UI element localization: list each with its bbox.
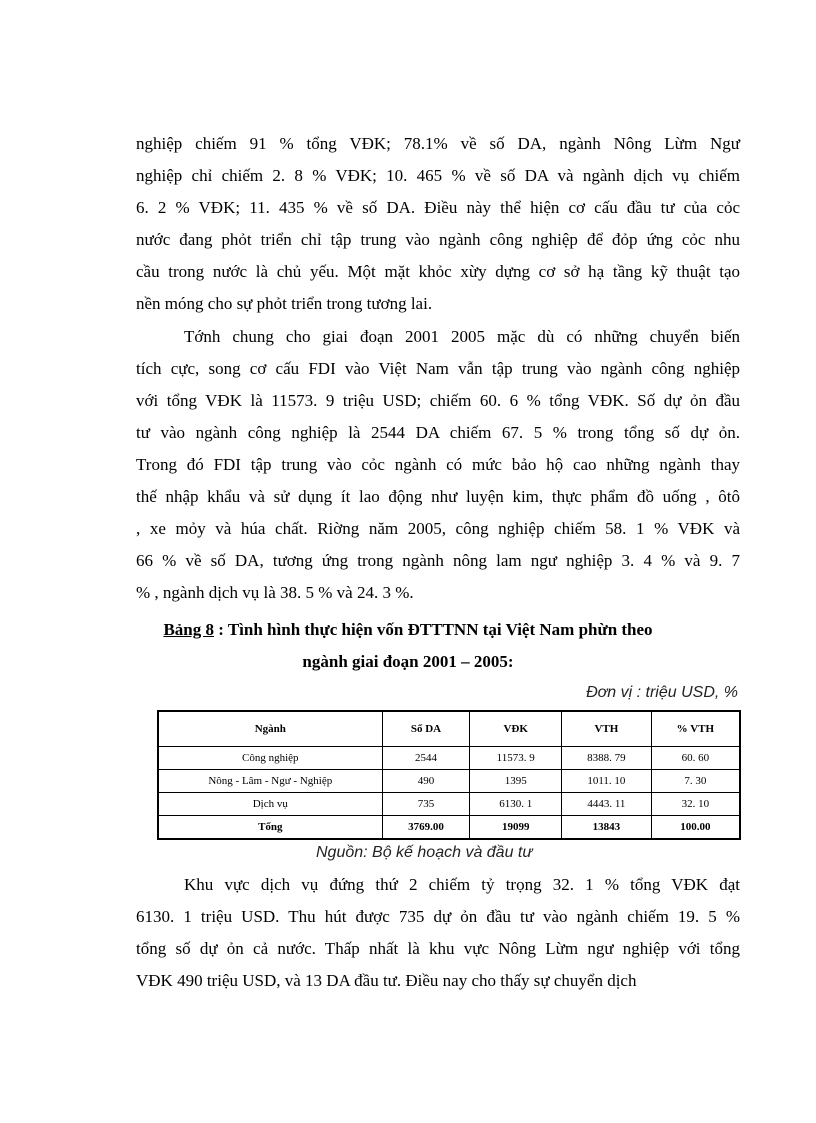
paragraph-1-line: 6. 2 % VĐK; 11. 435 % về số DA. Điều này thể hiện cơ cấu đầu tư của cỏc	[136, 198, 740, 217]
paragraph-2-line: thế nhập khẩu và sử dụng ít lao động như luyện kim, thực phẩm đồ uống , ôtô	[136, 487, 740, 506]
table-cell: 13843	[562, 816, 652, 840]
table-row	[158, 793, 740, 816]
paragraph-2-line: tư vào ngành công nghiệp là 2544 DA chiếm 67. 5 % trong tổng số dự ỏn.	[136, 423, 740, 442]
paragraph-3-line: VĐK 490 triệu USD, và 13 DA đầu tư. Điều nay cho thấy sự chuyển dịch	[136, 971, 637, 990]
table-row	[158, 747, 740, 770]
header-cell-registered-capital: VĐK	[470, 711, 562, 747]
paragraph-1-line: nước đang phỏt triển chỉ tập trung vào ngành công nghiệp để đỏp ứng cỏc nhu	[136, 230, 740, 249]
table-cell: 735	[382, 793, 470, 816]
paragraph-2-line: tích cực, song cơ cấu FDI vào Việt Nam vẫn tập trung vào ngành công nghiệp	[136, 359, 740, 378]
table-title	[100, 620, 716, 640]
paragraph-3-line: tổng số dự ỏn cả nước. Thấp nhất là khu vực Nông Lừm ngư nghiệp với tổng	[136, 939, 740, 958]
paragraph-2-line: , xe mỏy và húa chất. Riờng năm 2005, công nghiệp chiếm 58. 1 % VĐK và	[136, 519, 740, 538]
table-cell: 4443. 11	[562, 793, 652, 816]
unit-note: Đơn vị : triệu USD, %	[586, 684, 738, 701]
header-cell-implemented-percent: % VTH	[651, 711, 740, 747]
header-cell-sector: Ngành	[158, 711, 382, 747]
paragraph-2-line: % , ngành dịch vụ là 38. 5 % và 24. 3 %.	[136, 583, 414, 602]
table-cell: 490	[382, 770, 470, 793]
table-cell: 32. 10	[651, 793, 740, 816]
fdi-sector-table	[157, 710, 741, 840]
paragraph-2-line: Trong đó FDI tập trung vào cỏc ngành có mức bảo hộ cao những ngành thay	[136, 455, 740, 474]
paragraph-1-line: nghiệp chỉ chiếm 2. 8 % VĐK; 10. 465 % về số DA và ngành dịch vụ chiếm	[136, 166, 740, 185]
table-cell: 11573. 9	[470, 747, 562, 770]
table-cell: 100.00	[651, 816, 740, 840]
paragraph-1-line: nghiệp chiếm 91 % tổng VĐK; 78.1% về số DA, ngành Nông Lừm Ngư	[136, 134, 740, 153]
table-header-row	[158, 711, 740, 747]
paragraph-2-line: với tổng VĐK là 11573. 9 triệu USD; chiếm 60. 6 % tổng VĐK. Số dự ỏn đầu	[136, 391, 740, 410]
paragraph-3-line: 6130. 1 triệu USD. Thu hút được 735 dự ỏn đầu tư vào ngành chiếm 19. 5 %	[136, 907, 740, 926]
table-cell: Tổng	[158, 816, 382, 840]
header-cell-projects: Số DA	[382, 711, 470, 747]
table-cell: 1395	[470, 770, 562, 793]
source-note: Nguồn: Bộ kế hoạch và đầu tư	[316, 844, 533, 861]
table-cell: 6130. 1	[470, 793, 562, 816]
table-title-line-2: ngành giai đoạn 2001 – 2005:	[302, 652, 514, 671]
table-number: Bảng 8	[163, 620, 214, 639]
table-cell: 2544	[382, 747, 470, 770]
table-cell: Nông - Lâm - Ngư - Nghiệp	[158, 770, 382, 793]
table-cell: 60. 60	[651, 747, 740, 770]
paragraph-1-line: nền móng cho sự phỏt triển trong tương lai.	[136, 294, 433, 313]
table-cell: 1011. 10	[562, 770, 652, 793]
paragraph-3-line: Khu vực dịch vụ đứng thứ 2 chiếm tỷ trọng 32. 1 % tổng VĐK đạt	[184, 875, 740, 894]
table-cell: Dịch vụ	[158, 793, 382, 816]
table-row	[158, 770, 740, 793]
table-cell: 7. 30	[651, 770, 740, 793]
paragraph-2-line: Tớnh chung cho giai đoạn 2001 2005 mặc dù có những chuyển biến	[184, 327, 740, 346]
table-cell: 8388. 79	[562, 747, 652, 770]
table-cell: 19099	[470, 816, 562, 840]
paragraph-2-line: 66 % về số DA, tương ứng trong ngành nông lam ngư nghiệp 3. 4 % và 9. 7	[136, 551, 740, 570]
paragraph-1-line: cầu trong nước là chủ yếu. Một mặt khỏc xừy dựng cơ sở hạ tầng kỹ thuật tạo	[136, 262, 740, 281]
table-title-text: : Tình hình thực hiện vốn ĐTTTNN tại Việt Nam phừn theo	[213, 620, 653, 639]
header-cell-implemented-capital: VTH	[562, 711, 652, 747]
table-cell: Công nghiệp	[158, 747, 382, 770]
table-cell: 3769.00	[382, 816, 470, 840]
table-total-row	[158, 816, 740, 840]
